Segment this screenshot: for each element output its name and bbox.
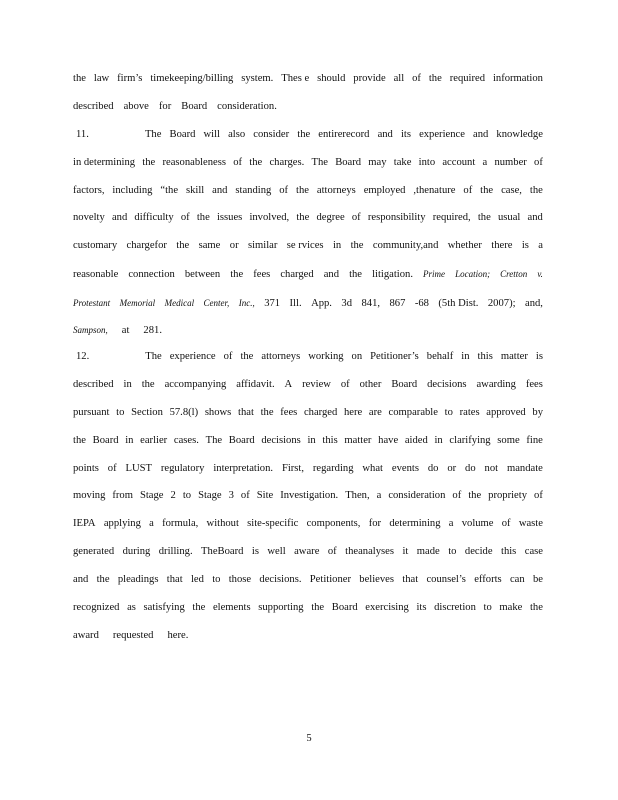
word: points: [73, 463, 99, 474]
word: First,: [281, 463, 305, 474]
word: Stage: [198, 490, 222, 501]
text-line: [73, 156, 543, 170]
word: for: [368, 518, 382, 529]
word: fees: [525, 379, 543, 390]
word: make: [499, 602, 523, 613]
word: Board: [92, 435, 119, 446]
word: behalf: [426, 351, 454, 362]
word: knowledge: [496, 129, 543, 140]
word: this: [501, 546, 517, 557]
word: a: [482, 157, 488, 168]
word: have: [378, 435, 399, 446]
word: a: [448, 518, 454, 529]
word: of: [463, 185, 473, 196]
text-line: [73, 462, 543, 476]
word: the: [230, 269, 244, 280]
word: fees: [280, 407, 298, 418]
word: charged: [280, 269, 314, 280]
word: the: [349, 269, 363, 280]
word: the: [176, 240, 190, 251]
word: difficulty: [134, 212, 174, 223]
word: The: [311, 157, 328, 168]
word: (5th Dist.: [438, 298, 479, 309]
word: the: [196, 212, 210, 223]
word: the: [296, 212, 310, 223]
word: elements: [212, 602, 251, 613]
word: provide: [353, 73, 386, 84]
word: matter: [344, 435, 372, 446]
word: cases.: [173, 435, 199, 446]
text-line: [73, 545, 543, 559]
word: customary: [73, 240, 118, 251]
word: decisions.: [259, 574, 302, 585]
word: account: [442, 157, 476, 168]
word: on: [351, 351, 363, 362]
word: 2: [170, 490, 176, 501]
word: litigation.: [372, 269, 413, 280]
word: The: [145, 351, 162, 362]
text-line: [73, 434, 543, 448]
word: the: [96, 574, 110, 585]
word: those: [228, 574, 252, 585]
word: is: [521, 240, 529, 251]
word: and: [212, 185, 228, 196]
word: earlier: [140, 435, 168, 446]
word: between: [184, 269, 221, 280]
word: -68: [414, 298, 429, 309]
text-line: [73, 323, 543, 338]
word: described: [73, 101, 114, 112]
word: decide: [464, 546, 493, 557]
word: “the: [160, 185, 179, 196]
word: se rvices: [286, 240, 324, 251]
word: counsel’s: [426, 574, 466, 585]
word: v.: [537, 269, 543, 279]
word: reasonable: [73, 269, 119, 280]
word: Section: [131, 407, 163, 418]
word: Center,: [203, 298, 230, 308]
text-line: [73, 184, 543, 198]
word: factors,: [73, 185, 105, 196]
word: the: [240, 351, 254, 362]
word: 371: [264, 298, 281, 309]
word: is: [535, 351, 543, 362]
word: or: [447, 463, 457, 474]
text-line: [73, 601, 543, 615]
word: that: [402, 574, 419, 585]
word: discretion: [434, 602, 476, 613]
word: affidavit.: [236, 379, 275, 390]
word: a: [376, 490, 382, 501]
word: working: [308, 351, 344, 362]
word: number: [494, 157, 527, 168]
word: do: [427, 463, 439, 474]
word: recognized: [73, 602, 120, 613]
text-line: [73, 378, 543, 392]
word: Prime: [423, 269, 446, 279]
word: will: [203, 129, 220, 140]
text-line: [73, 239, 543, 253]
word: App.: [311, 298, 332, 309]
word: supporting: [258, 602, 304, 613]
word: of: [534, 157, 543, 168]
word: matter: [500, 351, 528, 362]
word: Memorial: [119, 298, 156, 308]
word: of: [327, 546, 337, 557]
text-line: [73, 629, 543, 643]
word: the: [480, 185, 494, 196]
word: requested: [112, 630, 154, 641]
word: Investigation.: [280, 490, 339, 501]
word: formula,: [162, 518, 199, 529]
word: that: [238, 407, 254, 418]
text-line: [73, 350, 543, 364]
word: of: [223, 351, 233, 362]
word: system.: [241, 73, 274, 84]
word: components,: [306, 518, 361, 529]
word: whether: [447, 240, 482, 251]
word: this: [322, 435, 338, 446]
word: Protestant: [73, 298, 111, 308]
word: Thes e: [281, 73, 310, 84]
word: review: [302, 379, 331, 390]
word: involved,: [249, 212, 290, 223]
word: required,: [432, 212, 471, 223]
word: pursuant: [73, 407, 110, 418]
word: to: [116, 407, 125, 418]
word: efforts: [474, 574, 502, 585]
word: may: [368, 157, 387, 168]
word: well: [267, 546, 286, 557]
word: of: [180, 212, 190, 223]
word: the: [192, 602, 206, 613]
word: made: [416, 546, 440, 557]
word: TheBoard: [201, 546, 244, 557]
word: propriety: [488, 490, 528, 501]
word: charges.: [269, 157, 305, 168]
word: 841,: [361, 298, 381, 309]
word: also: [228, 129, 246, 140]
word: the: [477, 212, 491, 223]
word: 281.: [143, 325, 162, 336]
word: accompanying: [164, 379, 227, 390]
word: events: [391, 463, 419, 474]
word: approved: [486, 407, 526, 418]
word: employed: [363, 185, 406, 196]
word: Inc.,: [238, 298, 255, 308]
word: shows: [204, 407, 232, 418]
word: are: [368, 407, 382, 418]
word: Board: [181, 101, 208, 112]
text-line: [73, 267, 543, 282]
word: pleadings: [117, 574, 159, 585]
word: attorneys: [316, 185, 356, 196]
word: Site: [256, 490, 274, 501]
word: do: [465, 463, 476, 474]
word: standing: [235, 185, 272, 196]
word: believes: [359, 574, 394, 585]
word: be: [532, 574, 543, 585]
word: experience: [169, 351, 216, 362]
word: described: [73, 379, 114, 390]
word: this: [477, 351, 493, 362]
text-line: [73, 211, 543, 225]
word: timekeeping/billing: [150, 73, 234, 84]
word: Stage: [139, 490, 164, 501]
word: entirerecord: [318, 129, 370, 140]
word: the: [311, 602, 325, 613]
word: 867: [389, 298, 406, 309]
word: A: [284, 379, 293, 390]
word: the: [142, 157, 156, 168]
word: law: [93, 73, 110, 84]
word: in: [307, 435, 316, 446]
word: 11.: [76, 129, 89, 140]
word: and: [111, 212, 128, 223]
word: and,: [525, 298, 543, 309]
word: Board: [331, 602, 358, 613]
word: Petitioner’s: [370, 351, 419, 362]
word: of: [452, 490, 462, 501]
page-number: 5: [306, 733, 312, 744]
word: that: [166, 574, 183, 585]
text-line: [73, 573, 543, 587]
word: here: [344, 407, 363, 418]
word: LUST: [125, 463, 152, 474]
word: community,and: [372, 240, 439, 251]
word: the: [73, 435, 86, 446]
word: issues: [216, 212, 243, 223]
word: novelty: [73, 212, 105, 223]
word: comparable: [388, 407, 438, 418]
word: Cretton: [500, 269, 528, 279]
word: in: [434, 435, 443, 446]
word: the: [296, 185, 309, 196]
word: same: [198, 240, 221, 251]
word: of: [240, 490, 250, 501]
word: of: [501, 518, 511, 529]
word: and: [377, 129, 393, 140]
word: 2007);: [487, 298, 516, 309]
word: the: [428, 73, 442, 84]
word: case: [524, 546, 543, 557]
word: satisfying: [143, 602, 185, 613]
word: and: [473, 129, 489, 140]
word: Board: [335, 157, 362, 168]
word: for: [158, 101, 172, 112]
word: in: [125, 435, 134, 446]
word: and: [527, 212, 543, 223]
word: consideration: [388, 490, 446, 501]
text-line: [73, 72, 543, 86]
word: what: [362, 463, 383, 474]
word: case,: [501, 185, 522, 196]
word: the: [141, 379, 155, 390]
word: attorneys: [261, 351, 301, 362]
word: take: [393, 157, 412, 168]
word: rates: [459, 407, 480, 418]
word: Medical: [164, 298, 195, 308]
word: during: [122, 546, 151, 557]
word: 12.: [76, 351, 90, 362]
word: by: [532, 407, 543, 418]
word: determining: [389, 518, 441, 529]
word: IEPA: [73, 518, 96, 529]
word: above: [123, 101, 149, 112]
word: decisions: [427, 379, 467, 390]
word: of: [279, 185, 289, 196]
word: The: [205, 435, 223, 446]
word: responsibility: [367, 212, 426, 223]
word: Sampson,: [73, 325, 108, 335]
word: and: [323, 269, 340, 280]
word: in determining: [73, 157, 136, 168]
word: in: [123, 379, 132, 390]
word: drilling.: [158, 546, 193, 557]
text-line: [73, 406, 543, 420]
word: to: [182, 490, 192, 501]
word: without: [206, 518, 239, 529]
word: fees: [253, 269, 271, 280]
word: site-specific: [247, 518, 299, 529]
word: in: [461, 351, 470, 362]
word: of: [340, 379, 350, 390]
word: it: [402, 546, 409, 557]
word: fine: [526, 435, 543, 446]
word: usual: [497, 212, 521, 223]
word: experience: [419, 129, 465, 140]
word: to: [483, 602, 492, 613]
word: waste: [518, 518, 543, 529]
word: can: [509, 574, 525, 585]
word: at: [121, 325, 130, 336]
word: of: [412, 73, 421, 84]
word: exercising: [365, 602, 409, 613]
word: aware: [294, 546, 320, 557]
word: its: [416, 602, 427, 613]
word: its: [400, 129, 411, 140]
word: similar: [247, 240, 278, 251]
word: required: [449, 73, 486, 84]
word: generated: [73, 546, 115, 557]
text-line: [73, 517, 543, 531]
word: the: [468, 490, 482, 501]
word: a: [538, 240, 543, 251]
word: chargefor: [126, 240, 167, 251]
word: moving: [73, 490, 106, 501]
word: the: [260, 407, 274, 418]
word: of: [534, 490, 543, 501]
word: information: [492, 73, 543, 84]
word: not: [484, 463, 499, 474]
word: Ill.: [289, 298, 302, 309]
word: the: [350, 240, 364, 251]
word: aided: [404, 435, 428, 446]
word: connection: [128, 269, 175, 280]
word: a: [149, 518, 154, 529]
word: and: [73, 574, 89, 585]
word: theanalyses: [345, 546, 394, 557]
word: regarding: [312, 463, 354, 474]
word: including: [112, 185, 153, 196]
word: all: [393, 73, 405, 84]
word: 3: [228, 490, 234, 501]
word: the: [529, 185, 543, 196]
word: 3d: [341, 298, 353, 309]
word: to: [448, 546, 457, 557]
word: some: [497, 435, 520, 446]
word: charged: [303, 407, 338, 418]
word: Board: [228, 435, 255, 446]
word: firm’s: [117, 73, 143, 84]
word: the: [249, 157, 263, 168]
word: to: [444, 407, 453, 418]
word: regulatory: [160, 463, 205, 474]
word: consideration.: [217, 101, 277, 112]
word: ,thenature: [413, 185, 456, 196]
text-line: [73, 489, 543, 503]
word: the: [297, 129, 311, 140]
word: led: [190, 574, 204, 585]
word: here.: [167, 630, 189, 641]
word: degree: [316, 212, 345, 223]
word: Board: [391, 379, 418, 390]
word: applying: [103, 518, 141, 529]
word: there: [491, 240, 513, 251]
word: volume: [461, 518, 494, 529]
word: is: [251, 546, 259, 557]
word: skill: [185, 185, 205, 196]
word: into: [418, 157, 436, 168]
word: Petitioner: [309, 574, 351, 585]
word: reasonableness: [162, 157, 227, 168]
word: should: [317, 73, 346, 84]
word: decisions: [261, 435, 301, 446]
word: The: [144, 129, 162, 140]
text-line: [73, 128, 543, 142]
word: or: [229, 240, 239, 251]
word: clarifying: [449, 435, 491, 446]
word: of: [233, 157, 243, 168]
word: awarding: [476, 379, 516, 390]
word: Then,: [345, 490, 370, 501]
word: consider: [253, 129, 290, 140]
word: Board: [169, 129, 196, 140]
text-line: [73, 296, 543, 311]
word: as: [127, 602, 136, 613]
word: other: [359, 379, 382, 390]
word: to: [212, 574, 221, 585]
word: interpretation.: [213, 463, 274, 474]
text-line: [73, 100, 543, 114]
word: the: [529, 602, 543, 613]
word: award: [73, 630, 99, 641]
word: from: [112, 490, 133, 501]
word: the: [73, 73, 86, 84]
word: of: [351, 212, 361, 223]
word: in: [332, 240, 342, 251]
word: Location;: [455, 269, 491, 279]
word: 57.8(l): [169, 407, 199, 418]
word: mandate: [506, 463, 543, 474]
word: of: [107, 463, 117, 474]
